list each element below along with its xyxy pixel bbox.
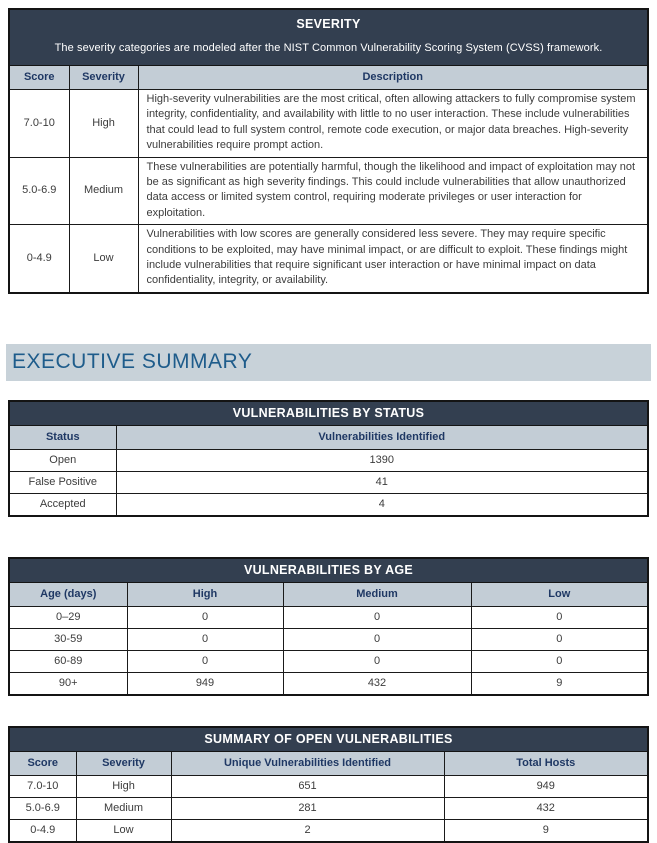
vulnerabilities-by-status-table <box>8 400 649 517</box>
severity-cell: High <box>76 775 171 797</box>
col-severity: Severity <box>69 66 138 90</box>
table-row <box>9 628 648 650</box>
age-range-cell: 30-59 <box>9 628 127 650</box>
table-row <box>9 471 648 493</box>
high-count-cell: 0 <box>127 650 283 672</box>
description-cell: These vulnerabilities are potentially harmful, though the likelihood and impact of exploitation may not be as significant as high severity findings. This could include vulnerabilities that allow unauthorized data access or limited system control, requiring moderate privileges or user interaction for exploitation. <box>138 157 648 225</box>
table-row <box>9 225 648 293</box>
col-severity: Severity <box>76 751 171 775</box>
description-cell: High-severity vulnerabilities are the most critical, often allowing attackers to fully compromise system integrity, confidentiality, and availability with little to no user interaction. These include vulnerabilities that could lead to full system control, remote code execution, or major data breaches. High-severity vulnerabilities require prompt action. <box>138 90 648 158</box>
unique-vulns-cell: 281 <box>171 797 444 819</box>
score-cell: 7.0-10 <box>9 90 69 158</box>
report-page <box>0 8 657 835</box>
table-row <box>9 650 648 672</box>
vulnerabilities-by-age-table <box>8 557 649 696</box>
medium-count-cell: 0 <box>283 606 471 628</box>
severity-table-title: SEVERITY <box>296 17 361 31</box>
high-count-cell: 0 <box>127 628 283 650</box>
score-cell: 5.0-6.9 <box>9 157 69 225</box>
medium-count-cell: 432 <box>283 672 471 695</box>
table-row <box>9 797 648 819</box>
description-cell: Vulnerabilities with low scores are generally considered less severe. They may require specific conditions to be exploited, may have minimal impact, or are difficult to exploit. These findings might include vulnerabilities that require significant user interaction or have minimal impact on data confidentiality, integrity, or availability. <box>138 225 648 293</box>
total-hosts-cell: 949 <box>444 775 648 797</box>
unique-vulns-cell: 2 <box>171 819 444 842</box>
table-row <box>9 90 648 158</box>
table-row <box>9 819 648 842</box>
col-unique-vulns: Unique Vulnerabilities Identified <box>171 751 444 775</box>
col-low: Low <box>471 582 648 606</box>
score-cell: 7.0-10 <box>9 775 76 797</box>
col-score: Score <box>9 66 69 90</box>
summary-open-vulnerabilities-table <box>8 726 649 843</box>
table-row <box>9 157 648 225</box>
status-cell: False Positive <box>9 471 116 493</box>
col-description: Description <box>138 66 648 90</box>
status-table-title: VULNERABILITIES BY STATUS <box>232 405 425 420</box>
col-medium: Medium <box>283 582 471 606</box>
table-title-band <box>9 727 648 752</box>
col-high: High <box>127 582 283 606</box>
low-count-cell: 0 <box>471 650 648 672</box>
executive-summary-heading: EXECUTIVE SUMMARY <box>6 344 651 381</box>
count-cell: 41 <box>116 471 648 493</box>
low-count-cell: 0 <box>471 606 648 628</box>
table-title-band <box>9 401 648 426</box>
age-header-row <box>9 582 648 606</box>
count-cell: 1390 <box>116 449 648 471</box>
status-cell: Open <box>9 449 116 471</box>
severity-cell: Medium <box>76 797 171 819</box>
table-row <box>9 606 648 628</box>
low-count-cell: 0 <box>471 628 648 650</box>
severity-title-band <box>9 9 648 66</box>
table-row <box>9 775 648 797</box>
age-range-cell: 60-89 <box>9 650 127 672</box>
col-status: Status <box>9 425 116 449</box>
age-table-title: VULNERABILITIES BY AGE <box>243 562 414 577</box>
col-total-hosts: Total Hosts <box>444 751 648 775</box>
score-cell: 5.0-6.9 <box>9 797 76 819</box>
high-count-cell: 949 <box>127 672 283 695</box>
high-count-cell: 0 <box>127 606 283 628</box>
severity-cell: Medium <box>69 157 138 225</box>
col-age-days: Age (days) <box>9 582 127 606</box>
severity-header-row <box>9 66 648 90</box>
medium-count-cell: 0 <box>283 628 471 650</box>
open-table-title: SUMMARY OF OPEN VULNERABILITIES <box>204 731 453 746</box>
severity-cell: Low <box>76 819 171 842</box>
status-header-row <box>9 425 648 449</box>
total-hosts-cell: 9 <box>444 819 648 842</box>
status-cell: Accepted <box>9 493 116 516</box>
severity-cell: High <box>69 90 138 158</box>
age-range-cell: 90+ <box>9 672 127 695</box>
medium-count-cell: 0 <box>283 650 471 672</box>
score-cell: 0-4.9 <box>9 225 69 293</box>
table-row <box>9 449 648 471</box>
total-hosts-cell: 432 <box>444 797 648 819</box>
table-row <box>9 672 648 695</box>
low-count-cell: 9 <box>471 672 648 695</box>
col-vulns-identified: Vulnerabilities Identified <box>116 425 648 449</box>
col-score: Score <box>9 751 76 775</box>
unique-vulns-cell: 651 <box>171 775 444 797</box>
severity-cell: Low <box>69 225 138 293</box>
table-row <box>9 493 648 516</box>
age-range-cell: 0–29 <box>9 606 127 628</box>
score-cell: 0-4.9 <box>9 819 76 842</box>
count-cell: 4 <box>116 493 648 516</box>
severity-table <box>8 8 649 294</box>
table-title-band <box>9 558 648 583</box>
severity-table-subtitle: The severity categories are modeled after the NIST Common Vulnerability Scoring System (CVSS) framework. <box>54 42 603 54</box>
open-header-row <box>9 751 648 775</box>
